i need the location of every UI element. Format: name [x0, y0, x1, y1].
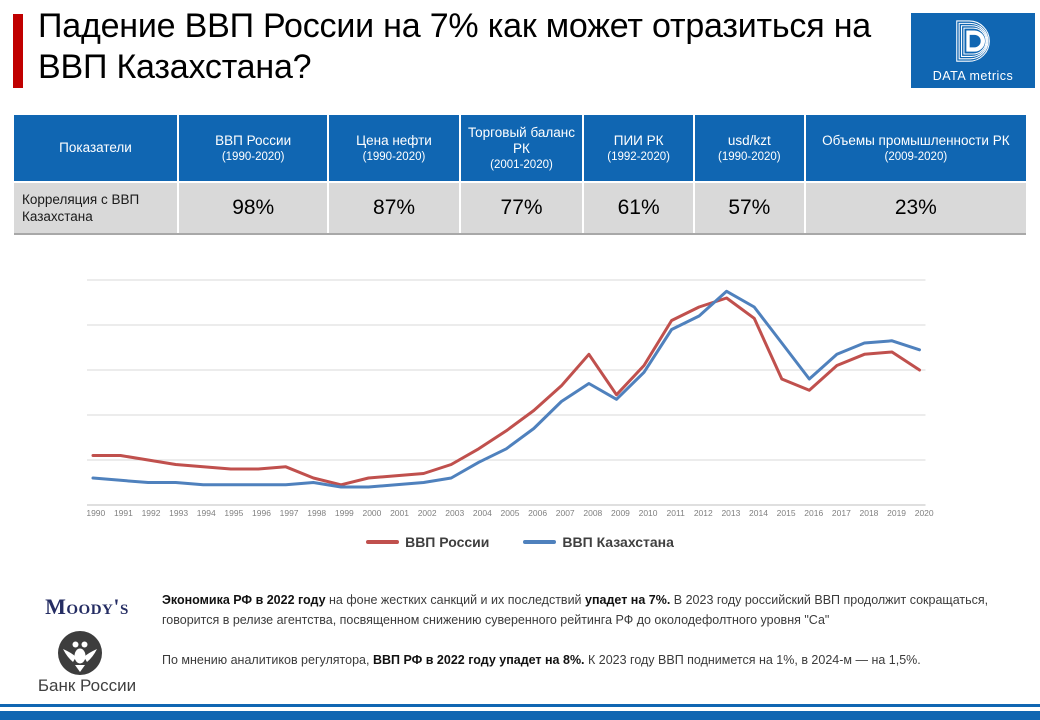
x-axis-year-label: 2013: [721, 508, 741, 518]
x-axis-year-label: 1995: [224, 508, 244, 518]
x-axis-year-label: 1993: [169, 508, 189, 518]
table-header-period: (2001-2020): [490, 158, 553, 171]
table-header-period: (2009-2020): [884, 150, 948, 163]
table-row-label: Корреляция с ВВП Казахстана: [14, 183, 177, 233]
legend-item: [523, 534, 674, 550]
x-axis-year-label: 2003: [445, 508, 465, 518]
x-axis-year-label: 2017: [831, 508, 851, 518]
correlation-value: 87%: [329, 183, 458, 233]
legend-label: ВВП Казахстана: [562, 534, 674, 550]
footnote-text-segment: упадет на 7%.: [585, 593, 674, 607]
table-header-period: (1990-2020): [717, 150, 781, 163]
footnote-text-segment: В 2023 году российский ВВП продолжит сокращаться, говорится в релизе агентства, посвященном снижению суверенного рейтинга РФ до околодефолтного уровня "Са": [162, 593, 989, 627]
table-header-cell: [695, 115, 804, 181]
x-axis-year-label: 2000: [362, 508, 382, 518]
correlation-value: 57%: [695, 183, 804, 233]
table-header-cell: [14, 115, 177, 181]
x-axis-year-label: 2002: [417, 508, 437, 518]
table-header-cell: [461, 115, 583, 181]
x-axis-year-label: 2004: [472, 508, 492, 518]
bank-of-russia-label: Банк России: [37, 676, 137, 695]
table-header-title: ПИИ РК: [613, 132, 664, 148]
x-axis-year-label: 1994: [196, 508, 216, 518]
table-header-cell: [806, 115, 1026, 181]
x-axis-year-label: 2015: [776, 508, 796, 518]
page-title: Падение ВВП России на 7% как может отразиться на ВВП Казахстана?: [38, 7, 871, 86]
x-axis-year-label: 2009: [610, 508, 630, 518]
table-header-row: [14, 115, 1026, 181]
table-header-title: usd/kzt: [727, 132, 771, 148]
x-axis-year-label: 1997: [279, 508, 299, 518]
table-header-period: (1992-2020): [607, 150, 670, 163]
x-axis-year-label: 2005: [500, 508, 520, 518]
table-header-title: Торговый баланс РК: [467, 124, 575, 156]
footnote-text-segment: Экономика РФ в 2022 году: [162, 593, 330, 607]
legend-label: ВВП России: [405, 534, 490, 550]
table-header-title: ВВП России: [215, 132, 292, 148]
x-axis-year-label: 2010: [638, 508, 658, 518]
correlation-value: 98%: [179, 183, 327, 233]
x-axis-year-label: 2001: [390, 508, 409, 518]
footnote-paragraph-2: [162, 650, 1032, 670]
data-metrics-logo: [911, 13, 1035, 88]
table-header-cell: [329, 115, 458, 181]
x-axis-year-label: 2014: [749, 508, 768, 518]
moodys-logo: Moody's: [45, 594, 129, 619]
x-axis-year-label: 2012: [693, 508, 713, 518]
legend-item: [366, 534, 489, 550]
legend-line-swatch: [523, 540, 556, 544]
footnote-text-segment: По мнению аналитиков регулятора,: [162, 653, 373, 667]
correlation-value: 77%: [461, 183, 583, 233]
x-axis-year-label: 2020: [914, 508, 934, 518]
table-data-row: [14, 183, 1026, 233]
chart-x-axis: [82, 508, 938, 518]
x-axis-year-label: 2008: [583, 508, 603, 518]
footnote-text-segment: К 2023 году ВВП поднимется на 1%, в 2024-м — на 1,5%.: [588, 653, 921, 667]
x-axis-year-label: 1991: [113, 508, 133, 518]
footnote-text-segment: ВВП РФ в 2022 году упадет на 8%.: [372, 653, 588, 667]
chart-series-line: [93, 298, 920, 485]
x-axis-year-label: 2016: [804, 508, 824, 518]
x-axis-year-label: 1996: [252, 508, 271, 518]
table-header-title: Показатели: [59, 140, 132, 155]
chart-legend: [0, 534, 1040, 550]
table-header-period: (1990-2020): [221, 150, 285, 163]
x-axis-year-label: 1998: [307, 508, 327, 518]
data-metrics-label: DATA metrics: [932, 69, 1014, 83]
footnote-paragraph-1: [162, 590, 1032, 630]
correlation-value: 61%: [584, 183, 693, 233]
x-axis-year-label: 1992: [141, 508, 161, 518]
footer-bar: [0, 711, 1040, 720]
table-header-title: Цена нефти: [356, 132, 432, 148]
gdp-line-chart: [82, 276, 938, 510]
table-header-cell: [179, 115, 327, 181]
correlation-value: 23%: [806, 183, 1026, 233]
data-metrics-d-icon: [951, 18, 997, 68]
x-axis-year-label: 2018: [859, 508, 879, 518]
x-axis-year-label: 1990: [86, 508, 106, 518]
table-header-period: (1990-2020): [362, 150, 426, 163]
x-axis-year-label: 2011: [666, 508, 685, 518]
legend-line-swatch: [366, 540, 399, 544]
chart-series-line: [93, 291, 920, 487]
x-axis-year-label: 2019: [887, 508, 907, 518]
x-axis-year-label: 1999: [334, 508, 354, 518]
x-axis-year-label: 2006: [528, 508, 548, 518]
bank-of-russia-eagle-icon: [57, 630, 103, 676]
correlation-table: [14, 115, 1026, 235]
footnote-text-segment: на фоне жестких санкций и их последствий: [329, 593, 586, 607]
title-accent-bar: [13, 14, 23, 88]
x-axis-year-label: 2007: [555, 508, 575, 518]
table-header-cell: [584, 115, 693, 181]
table-header-title: Объемы промышленности РК: [822, 132, 1010, 148]
footer-thin-line: [0, 704, 1040, 707]
